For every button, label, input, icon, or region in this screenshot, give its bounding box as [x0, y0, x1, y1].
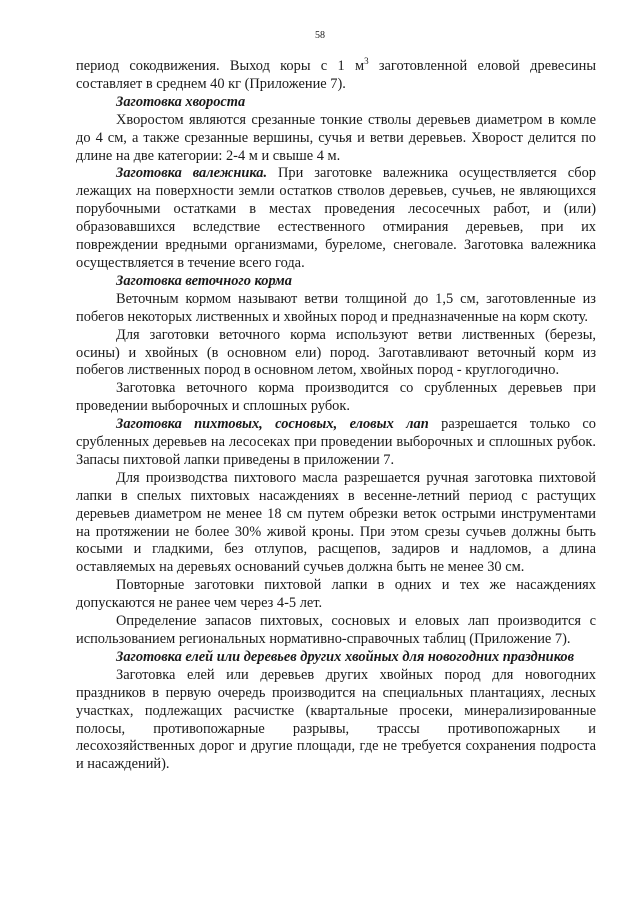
paragraph-fir-oil: Для производства пихтового масла разрешается ручная заготовка пихтовой лапки в спелых пихтовых насаждениях в весенне-летний период с растущих деревьев диаметром не менее 18 см путем обрезки веток острыми инструментами на протяжении не более 30% живой кроны. При этом срезы сучьев должны быть косыми и гладкими, без отлупов, расщепов, задиров и надломов, а длина оставляемых на деревьях оснований сучьев должна быть не менее 30 см.: [76, 469, 596, 576]
paragraph-twig-feed-3: Заготовка веточного корма производится со срубленных деревьев при проведении выборочных и сплошных рубок.: [76, 380, 596, 415]
heading-twig-feed: Заготовка веточного корма: [116, 272, 292, 289]
paragraph-branches: [76, 416, 596, 470]
cubic-superscript: 3: [364, 56, 369, 67]
body-text: [76, 58, 596, 774]
heading-newyear-trees: Заготовка елей или деревьев других хвойных для новогодних праздников: [116, 648, 575, 665]
paragraph-repeat-harvest: Повторные заготовки пихтовой лапки в одних и тех же насаждениях допускаются не ранее чем через 4-5 лет.: [76, 577, 596, 612]
heading-branches: Заготовка пихтовых, сосновых, еловых лап: [116, 416, 429, 433]
heading-brushwood: Заготовка хвороста: [116, 93, 246, 110]
paragraph-newyear-trees: Заготовка елей или деревьев других хвойных пород для новогодних праздников в первую очередь производится на специальных плантациях, лесных участках, подлежащих расчистке (квартальные просеки, минерализированные полосы, противопожарные разрывы, трассы противопожарных и лесохозяйственных дорог и другие площади, где не требуется сохранения подроста и насаждений).: [76, 666, 596, 773]
paragraph-twig-feed-1: Веточным кормом называют ветви толщиной до 1,5 см, заготовленные из побегов некоторых лиственных и хвойных пород и предназначенные на корм скоту.: [76, 290, 596, 325]
bark-yield-text-2: заготовленной еловой древесины составляет в среднем 40 кг (Приложение 7).: [76, 58, 596, 92]
paragraph-brushwood: Хворостом являются срезанные тонкие стволы деревьев диаметром в комле до 4 см, а также срезанные вершины, сучья и ветви деревьев. Хворост делится по длине на две категории: 2-4 м и свыше 4 м.: [76, 111, 596, 164]
branches-text: разрешается только со срубленных деревьев на лесосеках при проведении выборочных и сплошных рубок. Запасы пихтовой лапки приведены в приложении 7.: [76, 416, 596, 468]
paragraph-twig-feed-2: Для заготовки веточного корма используют ветви лиственных (березы, осины) и хвойных (в основном ели) пород. Заготавливают веточный корм из побегов лиственных пород в основном летом, хвойных пород - круглогодично.: [76, 326, 596, 379]
bark-yield-text-1: период сокодвижения. Выход коры с 1 м: [76, 58, 365, 74]
heading-deadwood: Заготовка валежника.: [116, 165, 268, 182]
paragraph-deadwood: [76, 165, 596, 272]
paragraph-bark-yield: [76, 58, 596, 94]
paragraph-reserves: Определение запасов пихтовых, сосновых и еловых лап производится с использованием региональных нормативно-справочных таблиц (Приложение 7).: [76, 613, 596, 647]
page-number: 58: [315, 30, 325, 41]
deadwood-text: При заготовке валежника осуществляется сбор лежащих на поверхности земли остатков стволов деревьев, сучьев, не являющихся порубочными остатками в местах проведения лесосечных работ, и (или) образовавшихся вследствие естественного отмирания деревьев, при их повреждении вредными организмами, буреломе, снеговале. Заготовка валежника осуществляется в течение всего года.: [76, 165, 596, 271]
